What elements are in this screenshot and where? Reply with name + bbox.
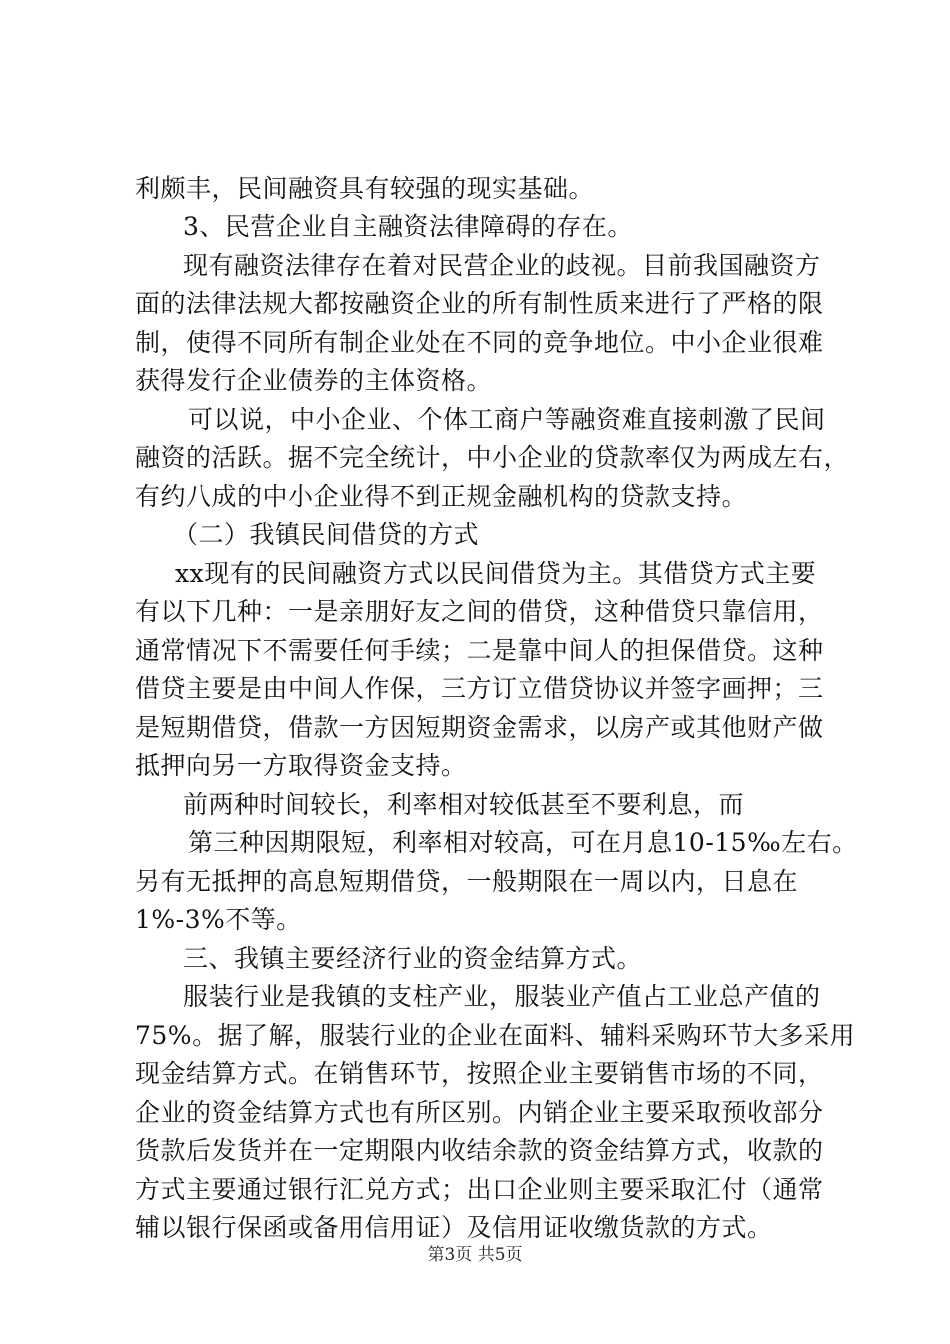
text-line: 75%。据了解，服装行业的企业在面料、辅料采购环节大多采用 xyxy=(135,1021,856,1050)
section-heading: （二）我镇民间借贷的方式 xyxy=(173,520,480,549)
text-line: 现金结算方式。在销售环节，按照企业主要销售市场的不同， xyxy=(135,1059,824,1088)
text-line: 货款后发货并在一定期限内收结余款的资金结算方式，收款的 xyxy=(135,1136,824,1165)
text-line: 有约八成的中小企业得不到正规金融机构的贷款支持。 xyxy=(135,482,748,511)
paragraph-start: 可以说，中小企业、个体工商户等融资难直接刺激了民间 xyxy=(188,405,826,434)
text-line: 是短期借贷，借款一方因短期资金需求，以房产或其他财产做 xyxy=(135,713,824,742)
text-line: 有以下几种：一是亲朋好友之间的借贷，这种借贷只靠信用， xyxy=(135,597,824,626)
paragraph-start: 服装行业是我镇的支柱产业，服装业产值占工业总产值的 xyxy=(183,982,821,1011)
text-line: 获得发行企业债券的主体资格。 xyxy=(135,366,493,395)
text-line: 1%-3%不等。 xyxy=(135,905,302,934)
text-line: 面的法律法规大都按融资企业的所有制性质来进行了严格的限 xyxy=(135,289,824,318)
text-line: 方式主要通过银行汇兑方式；出口企业则主要采取汇付（通常 xyxy=(135,1175,824,1204)
paragraph-start: xx现有的民间融资方式以民间借贷为主。其借贷方式主要 xyxy=(175,559,817,588)
section-heading: 三、我镇主要经济行业的资金结算方式。 xyxy=(183,944,643,973)
page-footer: 第3页 共5页 xyxy=(427,1245,523,1265)
paragraph-start: 现有融资法律存在着对民营企业的歧视。目前我国融资方 xyxy=(183,251,821,280)
paragraph-start: 前两种时间较长，利率相对较低甚至不要利息，而 xyxy=(183,790,745,819)
section-heading: 3、民营企业自主融资法律障碍的存在。 xyxy=(183,212,633,241)
text-line: 制，使得不同所有制企业处在不同的竞争地位。中小企业很难 xyxy=(135,328,824,357)
text-line: 另有无抵押的高息短期借贷，一般期限在一周以内，日息在 xyxy=(135,867,799,896)
text-line: 通常情况下不需要任何手续；二是靠中间人的担保借贷。这种 xyxy=(135,636,824,665)
paragraph-start: 第三种因期限短，利率相对较高，可在月息10-15‰左右。 xyxy=(188,828,858,857)
text-line: 借贷主要是由中间人作保，三方订立借贷协议并签字画押；三 xyxy=(135,674,824,703)
text-line: 企业的资金结算方式也有所区别。内销企业主要采取预收部分 xyxy=(135,1098,824,1127)
text-line: 辅以银行保函或备用信用证）及信用证收缴货款的方式。 xyxy=(135,1213,773,1242)
text-line: 抵押向另一方取得资金支持。 xyxy=(135,751,467,780)
text-line: 融资的活跃。据不完全统计，中小企业的贷款率仅为两成左右， xyxy=(135,443,850,472)
text-line: 利颇丰，民间融资具有较强的现实基础。 xyxy=(135,174,595,203)
